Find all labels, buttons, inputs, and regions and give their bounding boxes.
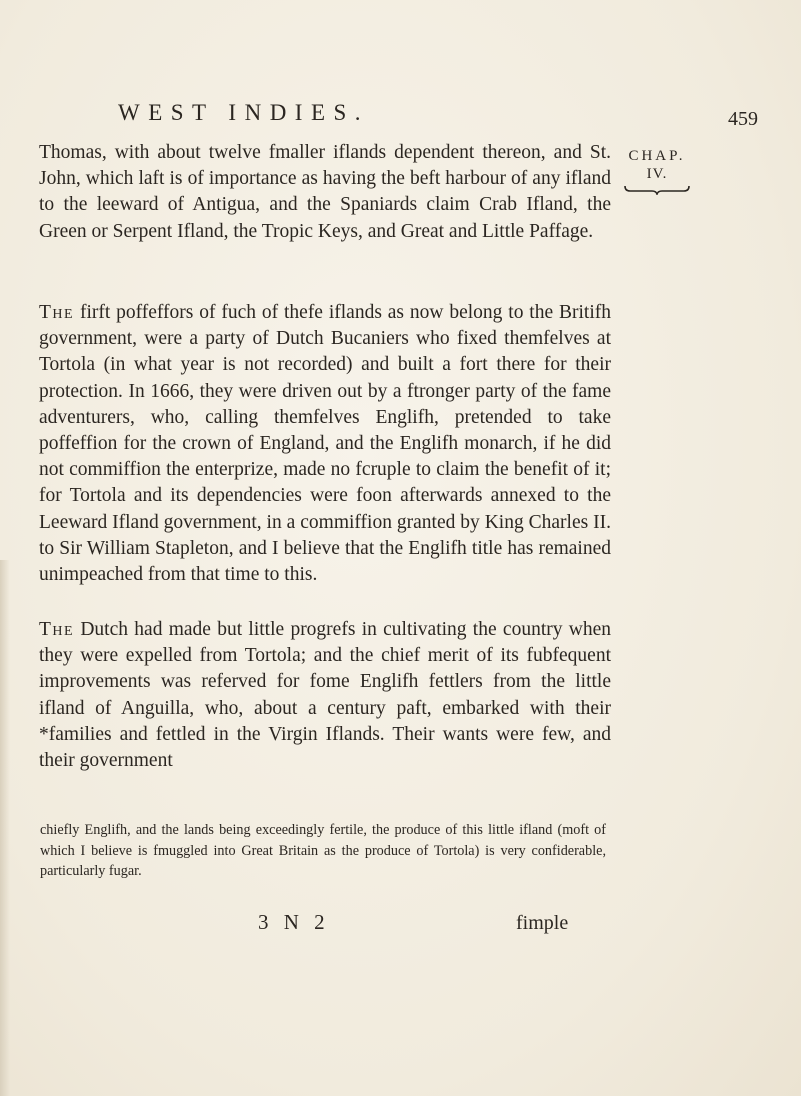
catchword: fimple: [516, 912, 569, 934]
brace-icon: [624, 185, 690, 195]
margin-note: [622, 147, 692, 195]
paragraph-1-text: Thomas, with about twelve fmaller iflands dependent thereon, and St. John, which laft is of importance as having the beft harbour of any ifland to the leeward of Antigua, and the Spaniards claim Crab Ifland, the Green or Serpent Ifland, the Tropic Keys, and Great and Little Paffage.: [39, 142, 611, 242]
paragraph-3-text: Dutch had made but little progrefs in cultivating the country when they were expelled from Tortola; and the chief merit of its fubfequent improvements was referved for fome Englifh fettlers from the little ifland of Anguilla, who, about a century paft, embarked with their *families and fettled in the Virgin Iflands. Their wants were few, and their government: [39, 619, 611, 772]
paragraph-2-lead: The: [39, 302, 75, 323]
page-number: 459: [728, 108, 758, 130]
paragraph-2-text: firft poffeffors of fuch of thefe iflands as now belong to the Britifh government, were a party of Dutch Bucaniers who fixed themfelves at Tortola (in what year is not recorded) and built a fort there for their protection. In 1666, they were driven out by a ftronger party of the fame adventurers, who, calling themfelves Englifh, pretended to take poffeffion for the crown of England, and the Englifh monarch, if he did not commiffion the enterprize, made no fcruple to claim the benefit of it; for Tortola and its dependencies were foon afterwards annexed to the Leeward Ifland government, in a commiffion granted by King Charles II. to Sir William Stapleton, and I believe that the Englifh title has remained unimpeached from that time to this.: [39, 302, 611, 586]
running-head: WEST INDIES.: [118, 100, 370, 125]
paragraph-2: [39, 300, 611, 588]
page-edge-shadow: [0, 560, 10, 1096]
margin-note-number: IV.: [646, 166, 668, 182]
paragraph-3-lead: The: [39, 619, 75, 640]
paragraph-1: [39, 140, 611, 245]
margin-note-chap: CHAP.: [628, 148, 686, 164]
footnote: chiefly Englifh, and the lands being exceedingly fertile, the produce of this little ifland (moft of which I believe is fmuggled into Great Britain as the produce of Tortola) is very confiderable, particularly fugar.: [40, 822, 606, 879]
paragraph-3: [39, 617, 611, 774]
signature-mark: 3 N 2: [258, 910, 330, 934]
